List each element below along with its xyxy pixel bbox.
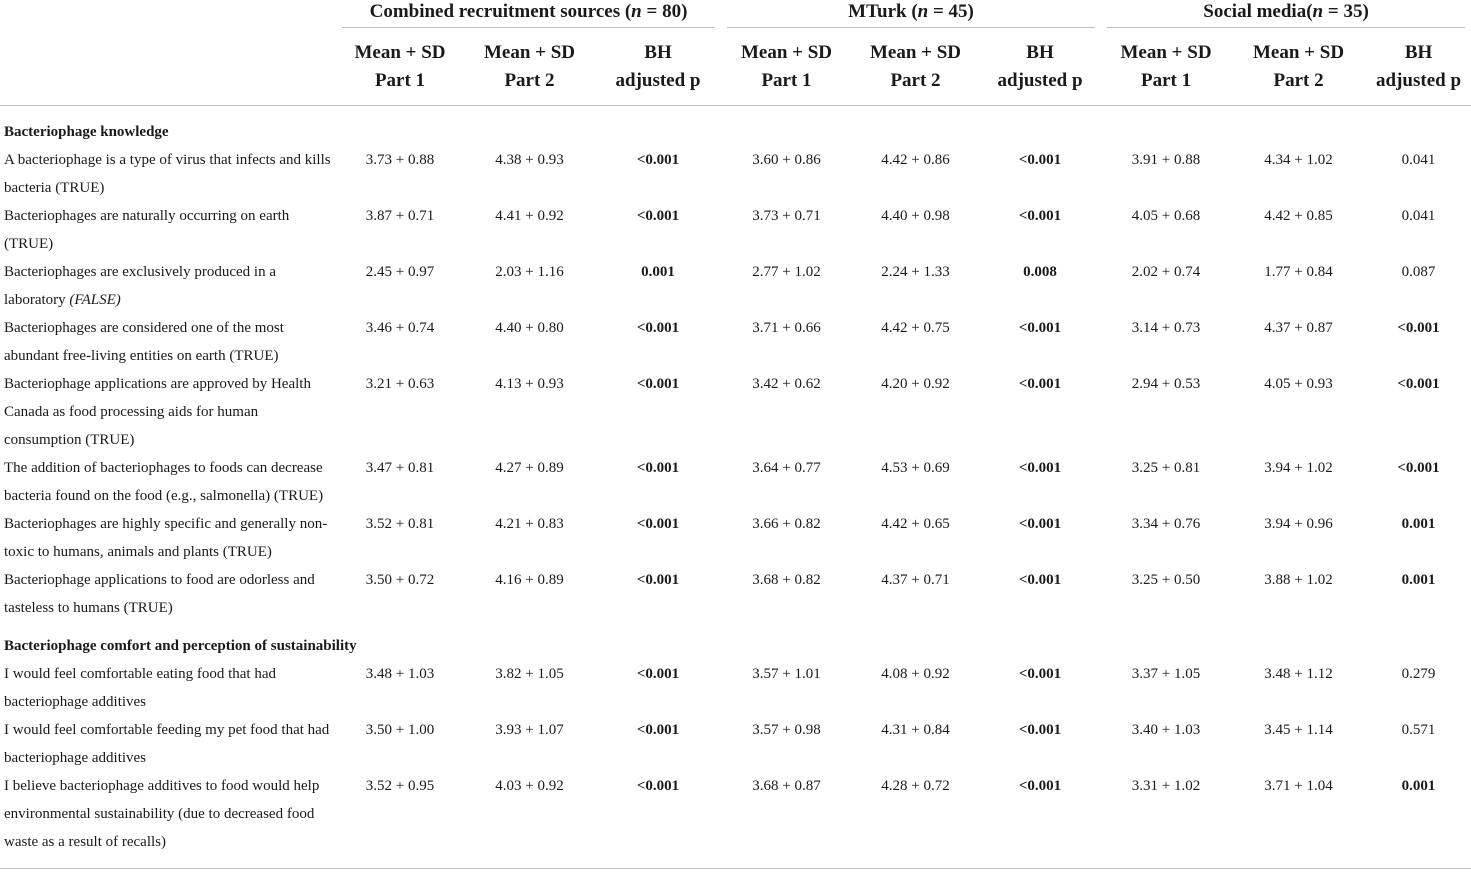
column-header-line2: Part 2 (1273, 69, 1324, 91)
row-label-italic: (FALSE) (69, 292, 121, 308)
mean-sd-cell: 2.77 + 1.02 (752, 264, 821, 280)
mean-sd-cell: 4.13 + 0.93 (495, 376, 564, 392)
mean-sd-cell: 4.16 + 0.89 (495, 572, 564, 588)
table-row (0, 454, 1471, 510)
column-header (852, 28, 979, 106)
mean-sd-cell: 3.73 + 0.88 (365, 152, 435, 168)
row-label (0, 660, 336, 716)
mean-sd-cell: 3.31 + 1.02 (1101, 772, 1231, 869)
table-row (0, 566, 1471, 622)
row-label (0, 370, 336, 454)
mean-sd-cell: 3.45 + 1.14 (1264, 722, 1333, 738)
column-header-line2: adjusted p (1376, 69, 1462, 91)
row-label-text: A bacteriophage is a type of virus that infects and kills bacteria (TRUE) (4, 152, 331, 196)
column-header (1101, 28, 1231, 106)
mean-sd-cell: 3.48 + 1.03 (365, 666, 435, 682)
p-value-cell: 0.001 (1401, 572, 1436, 588)
mean-sd-cell: 4.27 + 0.89 (495, 460, 564, 476)
p-value-cell: <0.001 (1018, 152, 1062, 168)
column-header (464, 28, 595, 106)
mean-sd-cell: 3.94 + 0.96 (1264, 516, 1333, 532)
group-header-row (0, 0, 1471, 28)
table-body (0, 106, 1471, 869)
p-value-cell: <0.001 (636, 666, 680, 682)
p-value-cell: 0.041 (1401, 208, 1436, 224)
mean-sd-cell: 4.05 + 0.93 (1264, 376, 1333, 392)
p-value-cell: 0.087 (1401, 264, 1436, 280)
mean-sd-cell: 4.37 + 0.87 (1264, 320, 1333, 336)
p-value-cell: <0.001 (1018, 376, 1062, 392)
column-header-line1: Mean + SD (1120, 41, 1212, 63)
mean-sd-cell: 3.87 + 0.71 (365, 208, 435, 224)
section-header-row (0, 622, 1471, 660)
mean-sd-cell: 3.37 + 1.05 (1131, 666, 1201, 682)
mean-sd-cell: 3.47 + 0.81 (365, 460, 435, 476)
mean-sd-cell: 3.57 + 1.01 (752, 666, 821, 682)
subheader-empty (0, 28, 336, 106)
p-value-cell: <0.001 (1018, 460, 1062, 476)
mean-sd-cell: 4.53 + 0.69 (881, 460, 950, 476)
column-header (1366, 28, 1471, 106)
mean-sd-cell: 2.24 + 1.33 (881, 264, 950, 280)
column-header-line1: Mean + SD (869, 41, 962, 63)
mean-sd-cell: 4.42 + 0.75 (881, 320, 950, 336)
mean-sd-cell: 3.64 + 0.77 (752, 460, 821, 476)
mean-sd-cell: 4.28 + 0.72 (852, 772, 979, 869)
column-header-line1: Mean + SD (740, 41, 833, 63)
mean-sd-cell: 3.14 + 0.73 (1131, 320, 1201, 336)
p-value-cell: <0.001 (1397, 460, 1440, 476)
column-header-line2: adjusted p (997, 69, 1083, 91)
row-label (0, 716, 336, 772)
mean-sd-cell: 3.66 + 0.82 (752, 516, 821, 532)
mean-sd-cell: 4.37 + 0.71 (881, 572, 950, 588)
table-row (0, 258, 1471, 314)
column-header (336, 28, 464, 106)
row-label-text: I would feel comfortable eating food that had bacteriophage additives (4, 666, 276, 710)
section-header-row (0, 106, 1471, 147)
mean-sd-cell: 3.91 + 0.88 (1131, 152, 1201, 168)
row-label (0, 454, 336, 510)
p-value-cell: <0.001 (636, 320, 680, 336)
mean-sd-cell: 3.93 + 1.07 (495, 722, 564, 738)
p-value-cell: 0.571 (1401, 722, 1436, 738)
mean-sd-cell: 1.77 + 0.84 (1264, 264, 1333, 280)
mean-sd-cell: 3.25 + 0.50 (1131, 572, 1201, 588)
mean-sd-cell: 3.52 + 0.81 (365, 516, 435, 532)
mean-sd-cell: 2.02 + 0.74 (1131, 264, 1201, 280)
p-value-cell: <0.001 (636, 460, 680, 476)
p-value-cell: <0.001 (636, 376, 680, 392)
empty-corner (0, 0, 336, 28)
subheader-row (0, 28, 1471, 106)
mean-sd-cell: 3.60 + 0.86 (752, 152, 821, 168)
table-row (0, 202, 1471, 258)
column-header (595, 28, 721, 106)
p-value-cell: <0.001 (1018, 516, 1062, 532)
p-value-cell: 0.008 (1023, 264, 1057, 280)
section-title: Bacteriophage comfort and perception of sustainability (4, 638, 357, 654)
mean-sd-cell: 4.41 + 0.92 (495, 208, 564, 224)
mean-sd-cell: 4.42 + 0.65 (881, 516, 950, 532)
mean-sd-cell: 3.46 + 0.74 (365, 320, 435, 336)
p-value-cell: <0.001 (636, 208, 680, 224)
mean-sd-cell: 3.50 + 0.72 (365, 572, 435, 588)
mean-sd-cell: 4.34 + 1.02 (1264, 152, 1333, 168)
p-value-cell: <0.001 (1018, 666, 1062, 682)
p-value-cell: <0.001 (979, 772, 1101, 869)
p-value-cell: <0.001 (1397, 320, 1440, 336)
row-label-text: The addition of bacteriophages to foods can decrease bacteria found on the food (e.g., salmonella) (TRUE) (4, 460, 324, 504)
mean-sd-cell: 3.88 + 1.02 (1264, 572, 1333, 588)
mean-sd-cell: 4.42 + 0.85 (1264, 208, 1333, 224)
p-value-cell: 0.001 (1366, 772, 1471, 869)
p-value-cell: 0.041 (1401, 152, 1436, 168)
mean-sd-cell: 3.68 + 0.82 (752, 572, 821, 588)
p-value-cell: 0.001 (641, 264, 675, 280)
mean-sd-cell: 4.08 + 0.92 (881, 666, 950, 682)
mean-sd-cell: 3.71 + 0.66 (752, 320, 821, 336)
mean-sd-cell: 4.40 + 0.80 (495, 320, 564, 336)
row-label (0, 258, 336, 314)
mean-sd-cell: 3.25 + 0.81 (1131, 460, 1201, 476)
mean-sd-cell: 3.68 + 0.87 (721, 772, 852, 869)
column-header-line1: BH (644, 41, 672, 63)
mean-sd-cell: 3.40 + 1.03 (1131, 722, 1201, 738)
mean-sd-cell: 4.20 + 0.92 (881, 376, 950, 392)
row-label (0, 510, 336, 566)
mean-sd-cell: 4.38 + 0.93 (495, 152, 564, 168)
p-value-cell: <0.001 (1018, 572, 1062, 588)
row-label (0, 146, 336, 202)
row-label-text: Bacteriophages are naturally occurring on earth (TRUE) (4, 208, 290, 252)
mean-sd-cell: 2.45 + 0.97 (365, 264, 435, 280)
column-header-line1: Mean + SD (354, 41, 446, 63)
mean-sd-cell: 4.42 + 0.86 (881, 152, 950, 168)
column-header-line1: Mean + SD (1253, 41, 1345, 63)
p-value-cell: <0.001 (636, 152, 680, 168)
column-header-line2: Part 2 (504, 69, 555, 91)
row-label-text: Bacteriophages are exclusively produced in a laboratory (4, 264, 276, 308)
mean-sd-cell: 3.57 + 0.98 (752, 722, 821, 738)
p-value-cell: <0.001 (1018, 722, 1062, 738)
row-label (0, 314, 336, 370)
mean-sd-cell: 3.42 + 0.62 (752, 376, 821, 392)
row-label-text: Bacteriophages are considered one of the most abundant free-living entities on earth (TRUE) (4, 320, 284, 364)
table-row (0, 660, 1471, 716)
mean-sd-cell: 3.71 + 1.04 (1231, 772, 1366, 869)
mean-sd-cell: 4.05 + 0.68 (1131, 208, 1201, 224)
mean-sd-cell: 3.82 + 1.05 (495, 666, 564, 682)
p-value-cell: <0.001 (636, 722, 680, 738)
column-header (721, 28, 852, 106)
mean-sd-cell: 3.34 + 0.76 (1131, 516, 1201, 532)
mean-sd-cell: 4.40 + 0.98 (881, 208, 950, 224)
row-label-text: I would feel comfortable feeding my pet food that had bacteriophage additives (4, 722, 330, 766)
p-value-cell: <0.001 (1018, 208, 1062, 224)
table-row (0, 716, 1471, 772)
p-value-cell: 0.001 (1401, 516, 1436, 532)
group-combined: Combined recruitment sources (n = 80) (336, 0, 721, 28)
column-header (979, 28, 1101, 106)
p-value-cell: <0.001 (1018, 320, 1062, 336)
column-header-line2: Part 1 (1140, 69, 1192, 91)
row-label-text: Bacteriophage applications are approved by Health Canada as food processing aids for human consumption (TRUE) (4, 376, 311, 448)
row-label (0, 202, 336, 258)
mean-sd-cell: 3.48 + 1.12 (1264, 666, 1333, 682)
mean-sd-cell: 4.21 + 0.83 (495, 516, 564, 532)
column-header-line2: adjusted p (615, 69, 701, 91)
table-row (0, 772, 1471, 869)
p-value-cell: 0.279 (1401, 666, 1436, 682)
p-value-cell: <0.001 (636, 572, 680, 588)
p-value-cell: <0.001 (636, 516, 680, 532)
row-label-text: Bacteriophage applications to food are odorless and tasteless to humans (TRUE) (4, 572, 315, 616)
mean-sd-cell: 2.94 + 0.53 (1131, 376, 1201, 392)
column-header (1231, 28, 1366, 106)
mean-sd-cell: 3.52 + 0.95 (336, 772, 464, 869)
column-header-line2: Part 1 (761, 69, 812, 91)
section-title: Bacteriophage knowledge (4, 124, 169, 140)
column-header-line1: Mean + SD (483, 41, 576, 63)
mean-sd-cell: 3.21 + 0.63 (365, 376, 435, 392)
column-header-line1: BH (1404, 41, 1433, 63)
row-label (0, 772, 336, 869)
mean-sd-cell: 3.50 + 1.00 (365, 722, 435, 738)
mean-sd-cell: 3.94 + 1.02 (1264, 460, 1333, 476)
table-row (0, 314, 1471, 370)
mean-sd-cell: 4.31 + 0.84 (881, 722, 950, 738)
column-header-line1: BH (1026, 41, 1054, 63)
mean-sd-cell: 3.73 + 0.71 (752, 208, 821, 224)
row-label-text: I believe bacteriophage additives to food would help environmental sustainability (due to decreased food waste as a result of recalls) (4, 778, 320, 850)
table-row (0, 146, 1471, 202)
row-label (0, 566, 336, 622)
row-label-text: Bacteriophages are highly specific and generally non-toxic to humans, animals and plants (TRUE) (4, 516, 328, 560)
column-header-line2: Part 2 (890, 69, 941, 91)
p-value-cell: <0.001 (1397, 376, 1440, 392)
group-social-media: Social media(n = 35) (1101, 0, 1471, 28)
p-value-cell: <0.001 (595, 772, 721, 869)
table-row (0, 510, 1471, 566)
mean-sd-cell: 2.03 + 1.16 (495, 264, 564, 280)
table-row (0, 370, 1471, 454)
column-header-line2: Part 1 (374, 69, 426, 91)
mean-sd-cell: 4.03 + 0.92 (464, 772, 595, 869)
group-mturk: MTurk (n = 45) (721, 0, 1101, 28)
